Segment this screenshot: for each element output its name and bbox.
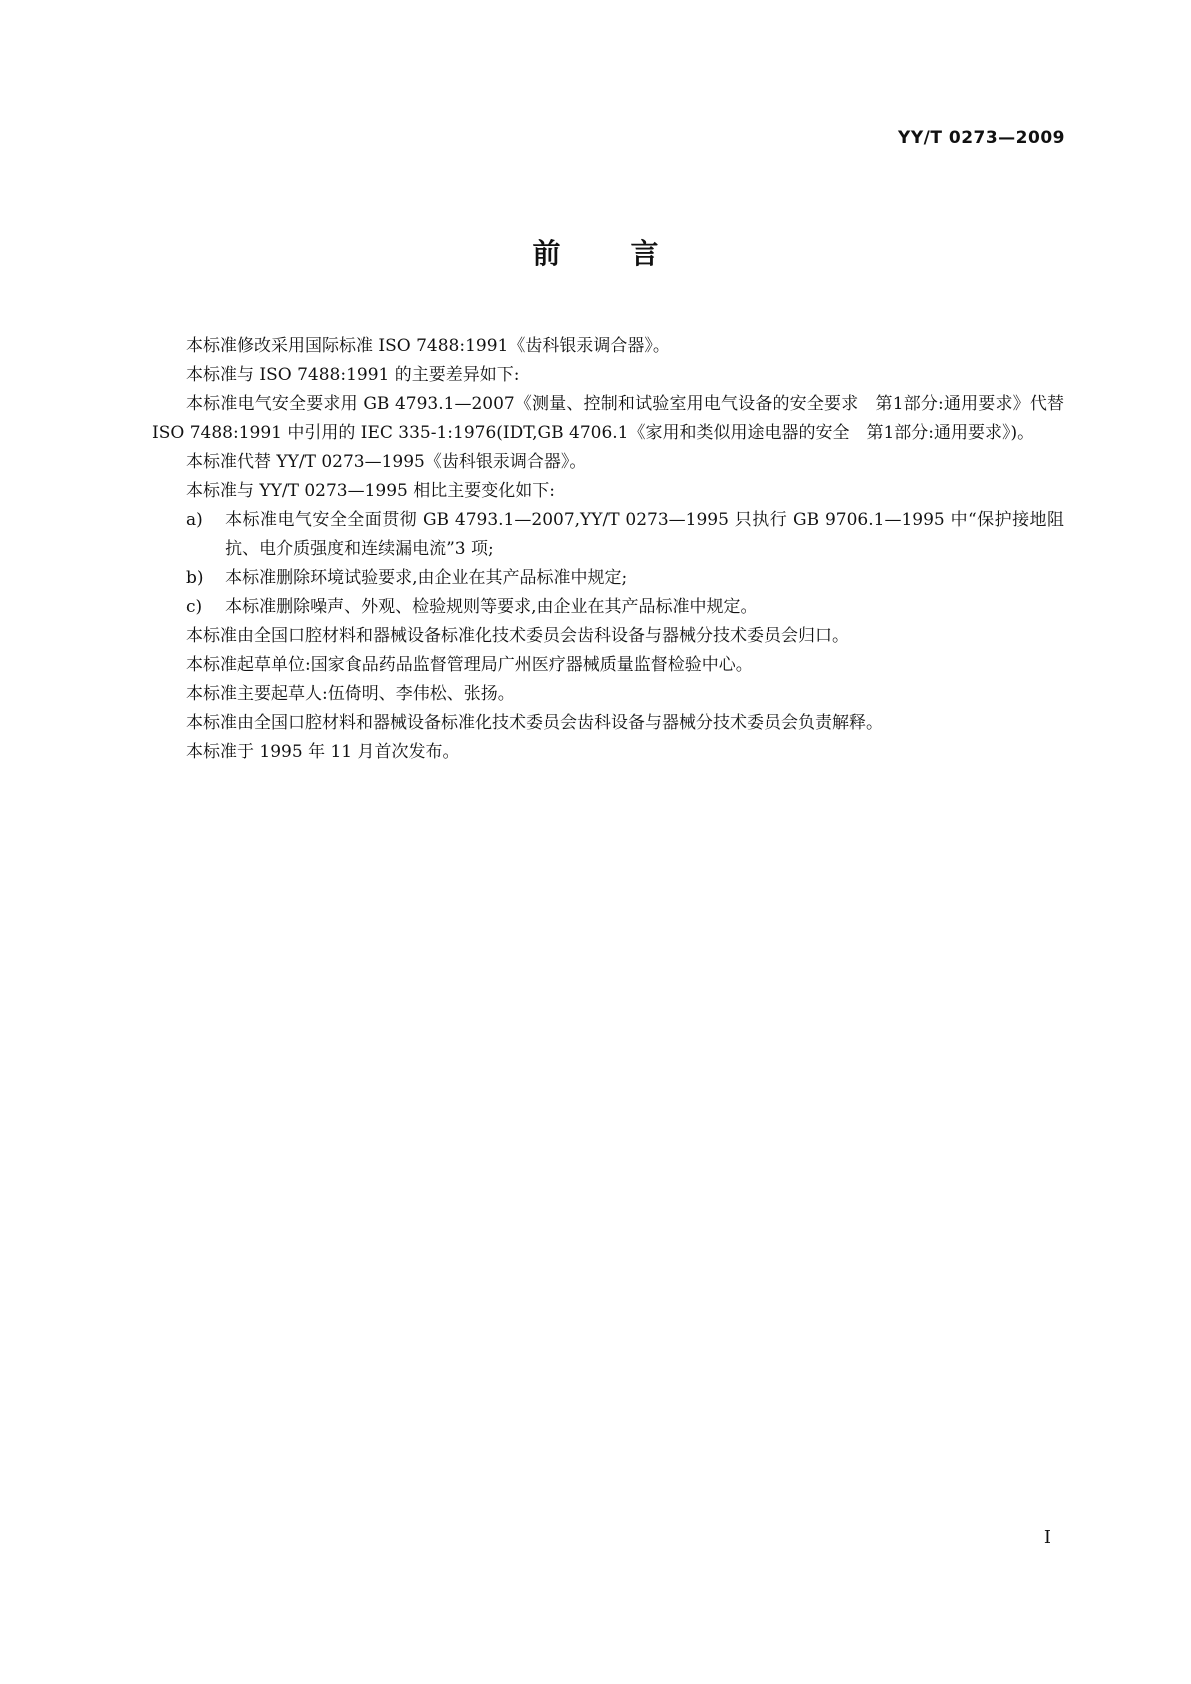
list-item — [152, 593, 1064, 622]
title-char-2: 言 — [630, 237, 659, 270]
list-item-text: 本标准删除噪声、外观、检验规则等要求,由企业在其产品标准中规定。 — [225, 597, 758, 617]
paragraph: 本标准于 1995 年 11 月首次发布。 — [186, 742, 460, 762]
paragraph: 本标准起草单位:国家食品药品监督管理局广州医疗器械质量监督检验中心。 — [186, 655, 753, 675]
paragraph: 本标准修改采用国际标准 ISO 7488:1991《齿科银汞调合器》。 — [186, 336, 670, 356]
title-char-1: 前 — [532, 237, 561, 270]
paragraph: 本标准电气安全要求用 GB 4793.1—2007《测量、控制和试验室用电气设备的安全要求 第1部分:通用要求》代替 ISO 7488:1991 中引用的 IEC 335-1:1976(IDT,GB 4706.1《家用和类似用途电器的安全 第1部分:通用要求》)。 — [152, 394, 1064, 443]
list-item-marker: a) — [186, 510, 203, 530]
list-item — [152, 506, 1064, 564]
page-title — [0, 232, 1191, 272]
list-item — [152, 564, 1064, 593]
list-item-text: 本标准电气安全全面贯彻 GB 4793.1—2007,YY/T 0273—1995 只执行 GB 9706.1—1995 中“保护接地阻抗、电介质强度和连续漏电流”3 项; — [225, 510, 1064, 559]
paragraph: 本标准与 ISO 7488:1991 的主要差异如下: — [186, 365, 520, 385]
list-item-marker: b) — [186, 568, 204, 588]
paragraph: 本标准由全国口腔材料和器械设备标准化技术委员会齿科设备与器械分技术委员会负责解释。 — [186, 713, 883, 733]
paragraph: 本标准主要起草人:伍倚明、李伟松、张扬。 — [186, 684, 515, 704]
paragraph: 本标准代替 YY/T 0273—1995《齿科银汞调合器》。 — [186, 452, 587, 472]
page-number: I — [1043, 1527, 1051, 1548]
paragraph: 本标准由全国口腔材料和器械设备标准化技术委员会齿科设备与器械分技术委员会归口。 — [186, 626, 849, 646]
list-item-text: 本标准删除环境试验要求,由企业在其产品标准中规定; — [225, 568, 628, 588]
paragraph: 本标准与 YY/T 0273—1995 相比主要变化如下: — [186, 481, 555, 501]
foreword-body — [152, 332, 1064, 767]
list-item-marker: c) — [186, 597, 203, 617]
standard-code: YY/T 0273—2009 — [898, 128, 1065, 148]
